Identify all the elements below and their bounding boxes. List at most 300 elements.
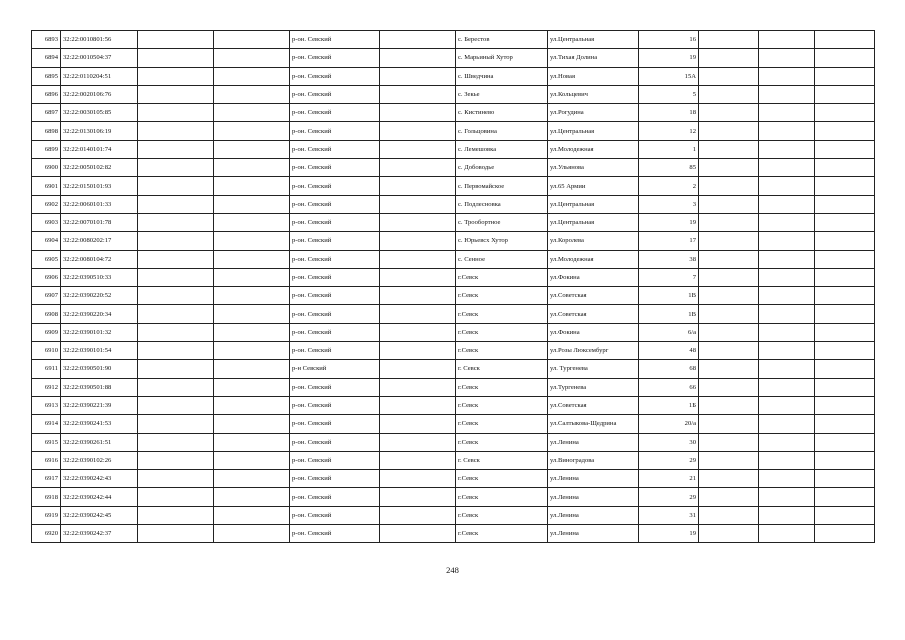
house-number-cell: 19 xyxy=(639,525,699,543)
empty-cell xyxy=(214,451,290,469)
street-cell: ул.Центральная xyxy=(548,195,639,213)
empty-cell xyxy=(138,213,214,231)
record-number-cell: 6902 xyxy=(32,195,61,213)
empty-cell xyxy=(138,360,214,378)
empty-cell xyxy=(214,31,290,49)
district-cell: р-он. Севский xyxy=(290,85,380,103)
empty-cell xyxy=(214,122,290,140)
table-row xyxy=(32,140,875,158)
locality-cell: г.Севск xyxy=(456,470,548,488)
empty-cell xyxy=(815,470,875,488)
cadastral-number-cell: 32:22:0390510:33 xyxy=(61,268,138,286)
district-cell: р-он. Севский xyxy=(290,140,380,158)
empty-cell xyxy=(380,122,456,140)
empty-cell xyxy=(138,415,214,433)
street-cell: ул.Советская xyxy=(548,396,639,414)
district-cell: р-он. Севский xyxy=(290,213,380,231)
district-cell: р-он. Севский xyxy=(290,433,380,451)
district-cell: р-он. Севский xyxy=(290,104,380,122)
district-cell: р-он. Севский xyxy=(290,67,380,85)
record-number-cell: 6911 xyxy=(32,360,61,378)
locality-cell: г.Севск xyxy=(456,488,548,506)
empty-cell xyxy=(759,213,815,231)
locality-cell: г. Севск xyxy=(456,360,548,378)
record-number-cell: 6908 xyxy=(32,305,61,323)
table-row xyxy=(32,287,875,305)
empty-cell xyxy=(759,195,815,213)
empty-cell xyxy=(214,342,290,360)
empty-cell xyxy=(759,360,815,378)
empty-cell xyxy=(699,49,759,67)
locality-cell: с. Лемешовка xyxy=(456,140,548,158)
record-number-cell: 6895 xyxy=(32,67,61,85)
empty-cell xyxy=(815,104,875,122)
empty-cell xyxy=(138,140,214,158)
district-cell: р-он. Севский xyxy=(290,451,380,469)
house-number-cell: 19 xyxy=(639,49,699,67)
house-number-cell: 66 xyxy=(639,378,699,396)
empty-cell xyxy=(214,323,290,341)
house-number-cell: 12 xyxy=(639,122,699,140)
street-cell: ул.Центральная xyxy=(548,213,639,231)
empty-cell xyxy=(759,506,815,524)
cadastral-number-cell: 32:22:0390241:53 xyxy=(61,415,138,433)
street-cell: ул.Салтыкова-Щедрина xyxy=(548,415,639,433)
empty-cell xyxy=(138,67,214,85)
register-body xyxy=(32,31,875,543)
locality-cell: с. Подлесновка xyxy=(456,195,548,213)
empty-cell xyxy=(815,67,875,85)
empty-cell xyxy=(815,525,875,543)
street-cell: ул. Тургенева xyxy=(548,360,639,378)
empty-cell xyxy=(759,396,815,414)
empty-cell xyxy=(699,177,759,195)
empty-cell xyxy=(815,31,875,49)
district-cell: р-он. Севский xyxy=(290,342,380,360)
empty-cell xyxy=(214,67,290,85)
empty-cell xyxy=(380,323,456,341)
empty-cell xyxy=(815,268,875,286)
cadastral-number-cell: 32:22:0390261:51 xyxy=(61,433,138,451)
empty-cell xyxy=(214,232,290,250)
empty-cell xyxy=(138,104,214,122)
empty-cell xyxy=(759,122,815,140)
empty-cell xyxy=(380,31,456,49)
empty-cell xyxy=(815,396,875,414)
record-number-cell: 6904 xyxy=(32,232,61,250)
house-number-cell: 30 xyxy=(639,433,699,451)
street-cell: ул.Ленина xyxy=(548,506,639,524)
locality-cell: г.Севск xyxy=(456,305,548,323)
house-number-cell: 1 xyxy=(639,140,699,158)
empty-cell xyxy=(759,415,815,433)
empty-cell xyxy=(699,506,759,524)
locality-cell: г.Севск xyxy=(456,525,548,543)
cadastral-number-cell: 32:22:0140101:74 xyxy=(61,140,138,158)
empty-cell xyxy=(815,49,875,67)
empty-cell xyxy=(138,305,214,323)
cadastral-number-cell: 32:22:0390101:32 xyxy=(61,323,138,341)
house-number-cell: 1В xyxy=(639,305,699,323)
locality-cell: г.Севск xyxy=(456,287,548,305)
record-number-cell: 6913 xyxy=(32,396,61,414)
table-row xyxy=(32,250,875,268)
district-cell: р-он. Севский xyxy=(290,195,380,213)
empty-cell xyxy=(815,85,875,103)
empty-cell xyxy=(138,177,214,195)
house-number-cell: 18 xyxy=(639,104,699,122)
record-number-cell: 6918 xyxy=(32,488,61,506)
locality-cell: г. Севск xyxy=(456,451,548,469)
house-number-cell: 20/а xyxy=(639,415,699,433)
record-number-cell: 6896 xyxy=(32,85,61,103)
cadastral-number-cell: 32:22:0390220:52 xyxy=(61,287,138,305)
table-row xyxy=(32,470,875,488)
empty-cell xyxy=(699,433,759,451)
empty-cell xyxy=(214,85,290,103)
street-cell: ул.Тургенева xyxy=(548,378,639,396)
empty-cell xyxy=(138,396,214,414)
empty-cell xyxy=(699,67,759,85)
empty-cell xyxy=(699,323,759,341)
record-number-cell: 6916 xyxy=(32,451,61,469)
house-number-cell: 5 xyxy=(639,85,699,103)
empty-cell xyxy=(759,250,815,268)
street-cell: ул.Ленина xyxy=(548,470,639,488)
table-row xyxy=(32,451,875,469)
house-number-cell: 15А xyxy=(639,67,699,85)
empty-cell xyxy=(699,268,759,286)
empty-cell xyxy=(815,506,875,524)
empty-cell xyxy=(380,177,456,195)
district-cell: р-он. Севский xyxy=(290,250,380,268)
record-number-cell: 6919 xyxy=(32,506,61,524)
empty-cell xyxy=(138,378,214,396)
empty-cell xyxy=(380,525,456,543)
house-number-cell: 85 xyxy=(639,159,699,177)
cadastral-number-cell: 32:22:0080104:72 xyxy=(61,250,138,268)
empty-cell xyxy=(380,104,456,122)
district-cell: р-он. Севский xyxy=(290,470,380,488)
empty-cell xyxy=(214,525,290,543)
record-number-cell: 6897 xyxy=(32,104,61,122)
locality-cell: с. Сенное xyxy=(456,250,548,268)
locality-cell: г.Севск xyxy=(456,323,548,341)
empty-cell xyxy=(699,342,759,360)
empty-cell xyxy=(380,433,456,451)
district-cell: р-он. Севский xyxy=(290,396,380,414)
street-cell: ул.65 Армии xyxy=(548,177,639,195)
locality-cell: с. Гольцовина xyxy=(456,122,548,140)
locality-cell: с. Марьиный Хутор xyxy=(456,49,548,67)
street-cell: ул.Центральная xyxy=(548,31,639,49)
record-number-cell: 6914 xyxy=(32,415,61,433)
register-sheet xyxy=(31,30,875,543)
cadastral-number-cell: 32:22:0080202:17 xyxy=(61,232,138,250)
empty-cell xyxy=(214,415,290,433)
locality-cell: с. Кистинево xyxy=(456,104,548,122)
record-number-cell: 6912 xyxy=(32,378,61,396)
empty-cell xyxy=(815,378,875,396)
empty-cell xyxy=(380,342,456,360)
empty-cell xyxy=(759,342,815,360)
cadastral-number-cell: 32:22:0390221:39 xyxy=(61,396,138,414)
locality-cell: с. Трообортное xyxy=(456,213,548,231)
empty-cell xyxy=(815,451,875,469)
empty-cell xyxy=(380,451,456,469)
empty-cell xyxy=(380,232,456,250)
street-cell: ул.Фокина xyxy=(548,268,639,286)
table-row xyxy=(32,159,875,177)
empty-cell xyxy=(214,433,290,451)
house-number-cell: 6/а xyxy=(639,323,699,341)
table-row xyxy=(32,213,875,231)
empty-cell xyxy=(138,31,214,49)
empty-cell xyxy=(380,415,456,433)
cadastral-number-cell: 32:22:0070101:78 xyxy=(61,213,138,231)
empty-cell xyxy=(815,122,875,140)
locality-cell: с. Добоводье xyxy=(456,159,548,177)
empty-cell xyxy=(138,85,214,103)
empty-cell xyxy=(214,360,290,378)
street-cell: ул.Ульянова xyxy=(548,159,639,177)
cadastral-number-cell: 32:22:0390501:90 xyxy=(61,360,138,378)
empty-cell xyxy=(699,378,759,396)
street-cell: ул.Ленина xyxy=(548,488,639,506)
empty-cell xyxy=(699,451,759,469)
empty-cell xyxy=(138,451,214,469)
street-cell: ул.Тихая Долина xyxy=(548,49,639,67)
empty-cell xyxy=(214,250,290,268)
empty-cell xyxy=(138,433,214,451)
empty-cell xyxy=(699,525,759,543)
table-row xyxy=(32,360,875,378)
empty-cell xyxy=(815,342,875,360)
empty-cell xyxy=(699,470,759,488)
empty-cell xyxy=(699,140,759,158)
cadastral-number-cell: 32:22:0020106:76 xyxy=(61,85,138,103)
empty-cell xyxy=(759,85,815,103)
record-number-cell: 6907 xyxy=(32,287,61,305)
street-cell: ул.Рогудина xyxy=(548,104,639,122)
empty-cell xyxy=(699,195,759,213)
empty-cell xyxy=(699,104,759,122)
empty-cell xyxy=(815,488,875,506)
cadastral-number-cell: 32:22:0390220:34 xyxy=(61,305,138,323)
street-cell: ул.Новая xyxy=(548,67,639,85)
empty-cell xyxy=(214,470,290,488)
record-number-cell: 6920 xyxy=(32,525,61,543)
empty-cell xyxy=(815,287,875,305)
district-cell: р-он. Севский xyxy=(290,378,380,396)
district-cell: р-он. Севский xyxy=(290,323,380,341)
cadastral-number-cell: 32:22:0030105:85 xyxy=(61,104,138,122)
empty-cell xyxy=(138,195,214,213)
district-cell: р-он. Севский xyxy=(290,31,380,49)
house-number-cell: 38 xyxy=(639,250,699,268)
cadastral-number-cell: 32:22:0010504:37 xyxy=(61,49,138,67)
empty-cell xyxy=(759,525,815,543)
house-number-cell: 29 xyxy=(639,451,699,469)
record-number-cell: 6903 xyxy=(32,213,61,231)
empty-cell xyxy=(815,305,875,323)
empty-cell xyxy=(699,250,759,268)
record-number-cell: 6917 xyxy=(32,470,61,488)
empty-cell xyxy=(380,140,456,158)
empty-cell xyxy=(699,415,759,433)
table-row xyxy=(32,415,875,433)
street-cell: ул.Молодежная xyxy=(548,140,639,158)
cadastral-number-cell: 32:22:0050102:82 xyxy=(61,159,138,177)
district-cell: р-н Севский xyxy=(290,360,380,378)
empty-cell xyxy=(759,470,815,488)
empty-cell xyxy=(699,122,759,140)
house-number-cell: 7 xyxy=(639,268,699,286)
empty-cell xyxy=(759,177,815,195)
table-row xyxy=(32,268,875,286)
table-row xyxy=(32,506,875,524)
table-row xyxy=(32,104,875,122)
house-number-cell: 17 xyxy=(639,232,699,250)
empty-cell xyxy=(699,213,759,231)
house-number-cell: 21 xyxy=(639,470,699,488)
record-number-cell: 6905 xyxy=(32,250,61,268)
empty-cell xyxy=(214,396,290,414)
locality-cell: г.Севск xyxy=(456,268,548,286)
empty-cell xyxy=(214,213,290,231)
cadastral-number-cell: 32:22:0390242:44 xyxy=(61,488,138,506)
empty-cell xyxy=(138,49,214,67)
empty-cell xyxy=(380,488,456,506)
locality-cell: г.Севск xyxy=(456,433,548,451)
cadastral-number-cell: 32:22:0060101:33 xyxy=(61,195,138,213)
empty-cell xyxy=(759,451,815,469)
district-cell: р-он. Севский xyxy=(290,488,380,506)
district-cell: р-он. Севский xyxy=(290,287,380,305)
empty-cell xyxy=(380,305,456,323)
locality-cell: г.Севск xyxy=(456,396,548,414)
cadastral-number-cell: 32:22:0390242:37 xyxy=(61,525,138,543)
locality-cell: с. Зекье xyxy=(456,85,548,103)
empty-cell xyxy=(699,488,759,506)
locality-cell: г.Севск xyxy=(456,342,548,360)
empty-cell xyxy=(380,396,456,414)
cadastral-number-cell: 32:22:0390242:43 xyxy=(61,470,138,488)
empty-cell xyxy=(138,342,214,360)
street-cell: ул.Советская xyxy=(548,287,639,305)
empty-cell xyxy=(759,287,815,305)
record-number-cell: 6893 xyxy=(32,31,61,49)
empty-cell xyxy=(815,250,875,268)
empty-cell xyxy=(699,232,759,250)
empty-cell xyxy=(138,470,214,488)
locality-cell: г.Севск xyxy=(456,415,548,433)
empty-cell xyxy=(815,323,875,341)
table-row xyxy=(32,305,875,323)
record-number-cell: 6900 xyxy=(32,159,61,177)
cadastral-number-cell: 32:22:0390102:26 xyxy=(61,451,138,469)
cadastral-number-cell: 32:22:0010801:56 xyxy=(61,31,138,49)
table-row xyxy=(32,177,875,195)
table-row xyxy=(32,232,875,250)
table-row xyxy=(32,67,875,85)
cadastral-number-cell: 32:22:0390242:45 xyxy=(61,506,138,524)
empty-cell xyxy=(815,360,875,378)
table-row xyxy=(32,378,875,396)
street-cell: ул.Розы Люксембург xyxy=(548,342,639,360)
district-cell: р-он. Севский xyxy=(290,506,380,524)
empty-cell xyxy=(815,213,875,231)
empty-cell xyxy=(380,506,456,524)
house-number-cell: 1Б xyxy=(639,396,699,414)
page-number: 248 xyxy=(446,565,459,575)
table-row xyxy=(32,342,875,360)
empty-cell xyxy=(380,360,456,378)
record-number-cell: 6909 xyxy=(32,323,61,341)
record-number-cell: 6910 xyxy=(32,342,61,360)
empty-cell xyxy=(380,49,456,67)
empty-cell xyxy=(380,195,456,213)
empty-cell xyxy=(138,250,214,268)
empty-cell xyxy=(138,323,214,341)
locality-cell: с. Берестов xyxy=(456,31,548,49)
empty-cell xyxy=(138,525,214,543)
empty-cell xyxy=(214,378,290,396)
street-cell: ул.Ленина xyxy=(548,525,639,543)
empty-cell xyxy=(759,49,815,67)
table-row xyxy=(32,323,875,341)
street-cell: ул.Виноградова xyxy=(548,451,639,469)
cadastral-number-cell: 32:22:0150101:93 xyxy=(61,177,138,195)
empty-cell xyxy=(699,159,759,177)
locality-cell: с. Шведчина xyxy=(456,67,548,85)
locality-cell: г.Севск xyxy=(456,506,548,524)
district-cell: р-он. Севский xyxy=(290,177,380,195)
empty-cell xyxy=(699,396,759,414)
empty-cell xyxy=(138,506,214,524)
cadastral-number-cell: 32:22:0390101:54 xyxy=(61,342,138,360)
cadastral-number-cell: 32:22:0130106:19 xyxy=(61,122,138,140)
empty-cell xyxy=(380,470,456,488)
house-number-cell: 16 xyxy=(639,31,699,49)
empty-cell xyxy=(759,104,815,122)
empty-cell xyxy=(815,195,875,213)
empty-cell xyxy=(759,159,815,177)
house-number-cell: 68 xyxy=(639,360,699,378)
empty-cell xyxy=(214,49,290,67)
district-cell: р-он. Севский xyxy=(290,49,380,67)
house-number-cell: 29 xyxy=(639,488,699,506)
district-cell: р-он. Севский xyxy=(290,525,380,543)
empty-cell xyxy=(759,232,815,250)
street-cell: ул.Молодежная xyxy=(548,250,639,268)
house-number-cell: 1В xyxy=(639,287,699,305)
empty-cell xyxy=(815,433,875,451)
street-cell: ул.Фокина xyxy=(548,323,639,341)
district-cell: р-он. Севский xyxy=(290,232,380,250)
street-cell: ул.Кольцевич xyxy=(548,85,639,103)
empty-cell xyxy=(759,433,815,451)
empty-cell xyxy=(759,268,815,286)
empty-cell xyxy=(380,378,456,396)
empty-cell xyxy=(759,378,815,396)
table-row xyxy=(32,122,875,140)
empty-cell xyxy=(214,305,290,323)
empty-cell xyxy=(214,488,290,506)
street-cell: ул.Советская xyxy=(548,305,639,323)
empty-cell xyxy=(214,140,290,158)
empty-cell xyxy=(759,31,815,49)
